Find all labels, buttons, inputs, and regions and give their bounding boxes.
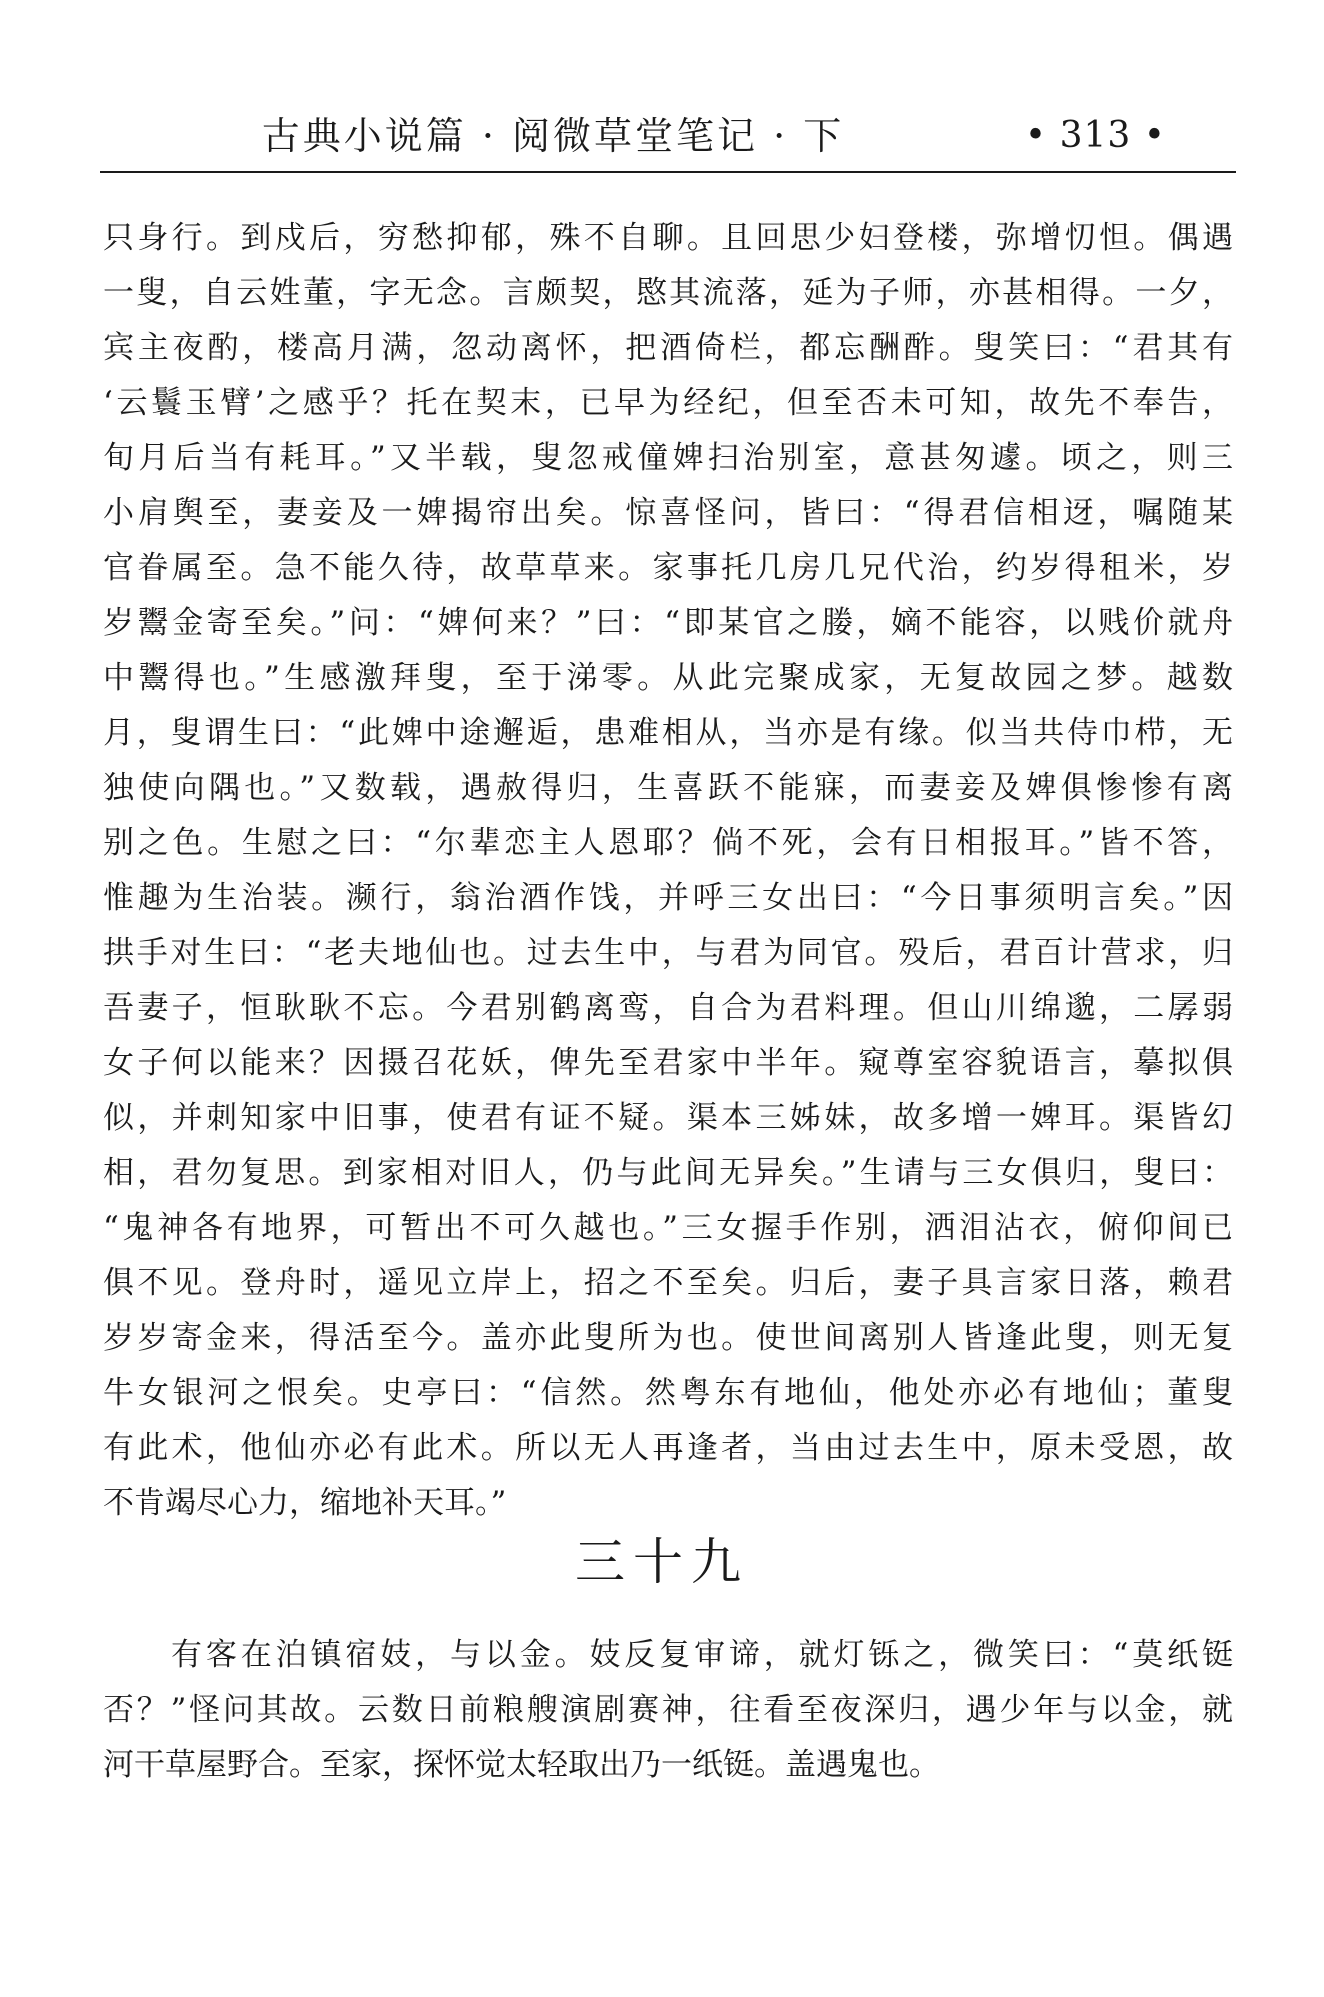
text-line: ‘云鬟玉臂’之感乎？托在契末，已早为经纪，但至否未可知，故先不奉告， (103, 385, 1233, 421)
text-line: 拱手对生曰：“老夫地仙也。过去生中，与君为同官。殁后，君百计营求，归 (103, 935, 1233, 971)
text-line: 别之色。生慰之曰：“尔辈恋主人恩耶？倘不死，会有日相报耳。”皆不答， (103, 825, 1233, 861)
text-line: 牛女银河之恨矣。史亭曰：“信然。然粤东有地仙，他处亦必有地仙；董叟 (103, 1375, 1233, 1411)
text-line: 官眷属至。急不能久待，故草草来。家事托几房几兄代治，约岁得租米，岁 (103, 550, 1233, 586)
header-title: 古典小说篇 · 阅微草堂笔记 · 下 (261, 114, 845, 158)
text-line: 岁鬻金寄至矣。”问：“婢何来？”曰：“即某官之媵，嫡不能容，以贱价就舟 (103, 605, 1233, 641)
text-line: 有客在泊镇宿妓，与以金。妓反复审谛，就灯铄之，微笑曰：“莫纸铤 (171, 1637, 1233, 1673)
text-line: 有此术，他仙亦必有此术。所以无人再逢者，当由过去生中，原未受恩，故 (103, 1430, 1233, 1466)
text-line: 俱不见。登舟时，遥见立岸上，招之不至矣。归后，妻子具言家日落，赖君 (103, 1265, 1233, 1301)
text-line: 宾主夜酌，楼高月满，忽动离怀，把酒倚栏，都忘酬酢。叟笑曰：“君其有 (103, 330, 1233, 366)
text-line: 月，叟谓生曰：“此婢中途邂逅，患难相从，当亦是有缘。似当共侍巾栉，无 (103, 715, 1233, 751)
running-header (100, 108, 1236, 168)
text-line: 旬月后当有耗耳。”又半载，叟忽戒僮婢扫治别室，意甚匆遽。顷之，则三 (103, 440, 1233, 476)
text-line: 中鬻得也。”生感激拜叟，至于涕零。从此完聚成家，无复故园之梦。越数 (103, 660, 1233, 696)
section-heading: 三十九 (575, 1533, 749, 1591)
text-line: 一叟，自云姓董，字无念。言颇契，愍其流落，延为子师，亦甚相得。一夕， (103, 275, 1233, 311)
text-line: 女子何以能来？因摄召花妖，俾先至君家中半年。窥尊室容貌语言，摹拟俱 (103, 1045, 1233, 1081)
text-line: 不肯竭尽心力，缩地补天耳。” (103, 1485, 507, 1521)
text-line: 岁岁寄金来，得活至今。盖亦此叟所为也。使世间离别人皆逢此叟，则无复 (103, 1320, 1233, 1356)
text-line: 河干草屋野合。至家，探怀觉太轻取出乃一纸铤。盖遇鬼也。 (103, 1747, 940, 1783)
text-line: “鬼神各有地界，可暂出不可久越也。”三女握手作别，洒泪沾衣，俯仰间已 (103, 1210, 1233, 1246)
text-line: 吾妻子，恒耿耿不忘。今君别鹤离鸾，自合为君料理。但山川绵邈，二孱弱 (103, 990, 1233, 1026)
text-line: 惟趣为生治装。濒行，翁治酒作饯，并呼三女出曰：“今日事须明言矣。”因 (103, 880, 1233, 916)
text-line: 似，并刺知家中旧事，使君有证不疑。渠本三姊妹，故多增一婢耳。渠皆幻 (103, 1100, 1233, 1136)
passage-new-section (103, 1628, 1233, 1793)
header-rule (100, 171, 1236, 173)
page-number: • 313 • (1024, 115, 1166, 156)
text-line: 小肩舆至，妻妾及一婢揭帘出矣。惊喜怪问，皆曰：“得君信相迓，嘱随某 (103, 495, 1233, 531)
passage-continued (103, 211, 1233, 1531)
text-line: 只身行。到戍后，穷愁抑郁，殊不自聊。且回思少妇登楼，弥增忉怛。偶遇 (103, 220, 1233, 256)
text-line: 否？”怪问其故。云数日前粮艘演剧赛神，往看至夜深归，遇少年与以金，就 (103, 1692, 1233, 1728)
text-line: 相，君勿复思。到家相对旧人，仍与此间无异矣。”生请与三女俱归，叟曰： (103, 1155, 1233, 1191)
text-line: 独使向隅也。”又数载，遇赦得归，生喜跃不能寐，而妻妾及婢俱惨惨有离 (103, 770, 1233, 806)
